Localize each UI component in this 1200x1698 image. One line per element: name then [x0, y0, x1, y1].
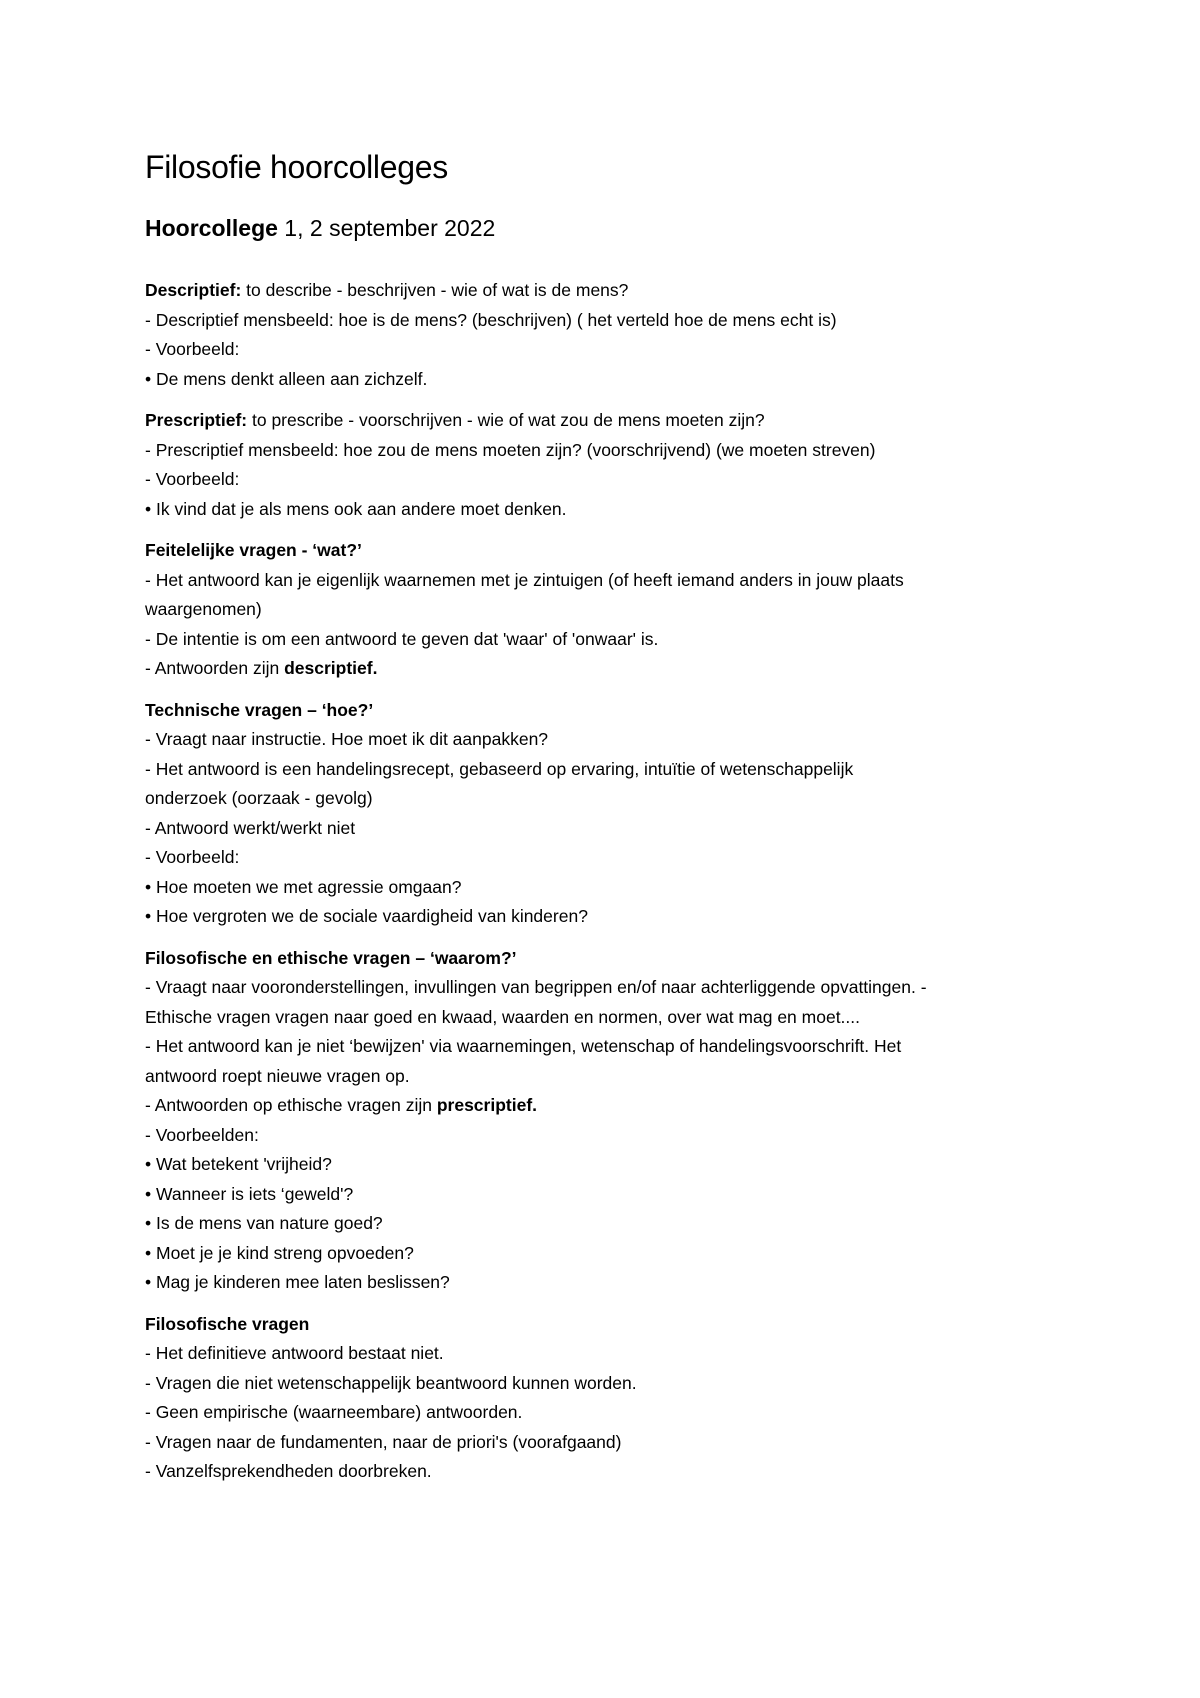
bullet-item: • Is de mens van nature goed? — [145, 1213, 383, 1233]
lecture-heading-date: 1, 2 september 2022 — [277, 215, 496, 241]
list-item-continuation: onderzoek (oorzaak - gevolg) — [145, 788, 373, 808]
list-item: - Vanzelfsprekendheden doorbreken. — [145, 1461, 432, 1481]
list-item: - Het antwoord is een handelingsrecept, gebaseerd op ervaring, intuïtie of wetenschappelijk — [145, 758, 854, 779]
section-feitelijke-vragen — [145, 536, 1120, 684]
list-item: - Vragen naar de fundamenten, naar de priori's (voorafgaand) — [145, 1431, 622, 1452]
section-heading-bold: Descriptief: — [145, 280, 242, 300]
bullet-item: • Hoe moeten we met agressie omgaan? — [145, 876, 462, 897]
list-item: - Voorbeelden: — [145, 1124, 259, 1145]
list-item: - Antwoord werkt/werkt niet — [145, 817, 356, 838]
list-item: - Voorbeeld: — [145, 339, 240, 359]
bullet-item: • Hoe vergroten we de sociale vaardigheid van kinderen? — [145, 906, 588, 926]
list-item: - Prescriptief mensbeeld: hoe zou de mens moeten zijn? (voorschrijvend) (we moeten streven) — [145, 439, 876, 460]
list-item-bold: prescriptief. — [436, 1095, 538, 1115]
list-item-continuation: waargenomen) — [145, 599, 262, 619]
list-item: - Voorbeeld: — [145, 847, 240, 867]
list-item — [145, 654, 1120, 684]
document-title: Filosofie hoorcolleges — [145, 149, 448, 185]
bullet-item: • Moet je je kind streng opvoeden? — [145, 1242, 414, 1263]
list-item-continuation: antwoord roept nieuwe vragen op. — [145, 1065, 410, 1086]
list-item: - De intentie is om een antwoord te geven dat 'waar' of 'onwaar' is. — [145, 628, 659, 649]
lecture-heading — [145, 213, 1120, 243]
bullet-item: • Wanneer is iets ‘geweld'? — [145, 1183, 354, 1204]
section-filosofische-ethische-vragen — [145, 944, 1120, 1298]
bullet-item: • Ik vind dat je als mens ook aan andere moet denken. — [145, 498, 567, 519]
section-heading: Technische vragen – ‘hoe?’ — [145, 699, 374, 720]
list-item: - Het definitieve antwoord bestaat niet. — [145, 1343, 444, 1363]
section-heading — [145, 276, 1120, 306]
list-item: - Geen empirische (waarneembare) antwoorden. — [145, 1402, 523, 1422]
lecture-heading-bold: Hoorcollege — [145, 215, 278, 241]
list-item: - Vraagt naar vooronderstellingen, invullingen van begrippen en/of naar achterliggende opvattingen. - — [145, 977, 927, 997]
bullet-item: • De mens denkt alleen aan zichzelf. — [145, 368, 428, 389]
list-item-bold: descriptief. — [284, 658, 378, 678]
section-heading — [145, 406, 1120, 436]
bullet-item: • Wat betekent 'vrijheid? — [145, 1154, 332, 1174]
section-prescriptief — [145, 406, 1120, 524]
list-item: - Vragen die niet wetenschappelijk beantwoord kunnen worden. — [145, 1372, 637, 1393]
list-item: - Vraagt naar instructie. Hoe moet ik dit aanpakken? — [145, 729, 549, 749]
bullet-item: • Mag je kinderen mee laten beslissen? — [145, 1272, 450, 1292]
list-item: - Het antwoord kan je niet ‘bewijzen' via waarnemingen, wetenschap of handelingsvoorschrift. Het — [145, 1036, 902, 1056]
section-heading-text: to describe - beschrijven - wie of wat is de mens? — [241, 280, 629, 300]
list-item-continuation: Ethische vragen vragen naar goed en kwaad, waarden en normen, over wat mag en moet.... — [145, 1006, 861, 1027]
section-heading: Feitelelijke vragen - ‘wat?’ — [145, 540, 362, 560]
section-descriptief — [145, 276, 1120, 394]
section-heading-text: to prescribe - voorschrijven - wie of wat zou de mens moeten zijn? — [247, 410, 765, 430]
section-filosofische-vragen — [145, 1310, 1120, 1487]
section-heading-bold: Prescriptief: — [145, 410, 248, 430]
list-item: - Voorbeeld: — [145, 469, 240, 489]
section-heading: Filosofische en ethische vragen – ‘waarom?’ — [145, 947, 517, 968]
section-technische-vragen — [145, 696, 1120, 932]
list-item: - Het antwoord kan je eigenlijk waarnemen met je zintuigen (of heeft iemand anders in jouw plaats — [145, 569, 904, 590]
section-heading: Filosofische vragen — [145, 1313, 310, 1334]
list-item-text: - Antwoorden op ethische vragen zijn — [145, 1095, 437, 1115]
list-item-text: - Antwoorden zijn — [145, 658, 285, 678]
list-item: - Descriptief mensbeeld: hoe is de mens? (beschrijven) ( het verteld hoe de mens echt is) — [145, 309, 837, 330]
list-item — [145, 1091, 1120, 1121]
